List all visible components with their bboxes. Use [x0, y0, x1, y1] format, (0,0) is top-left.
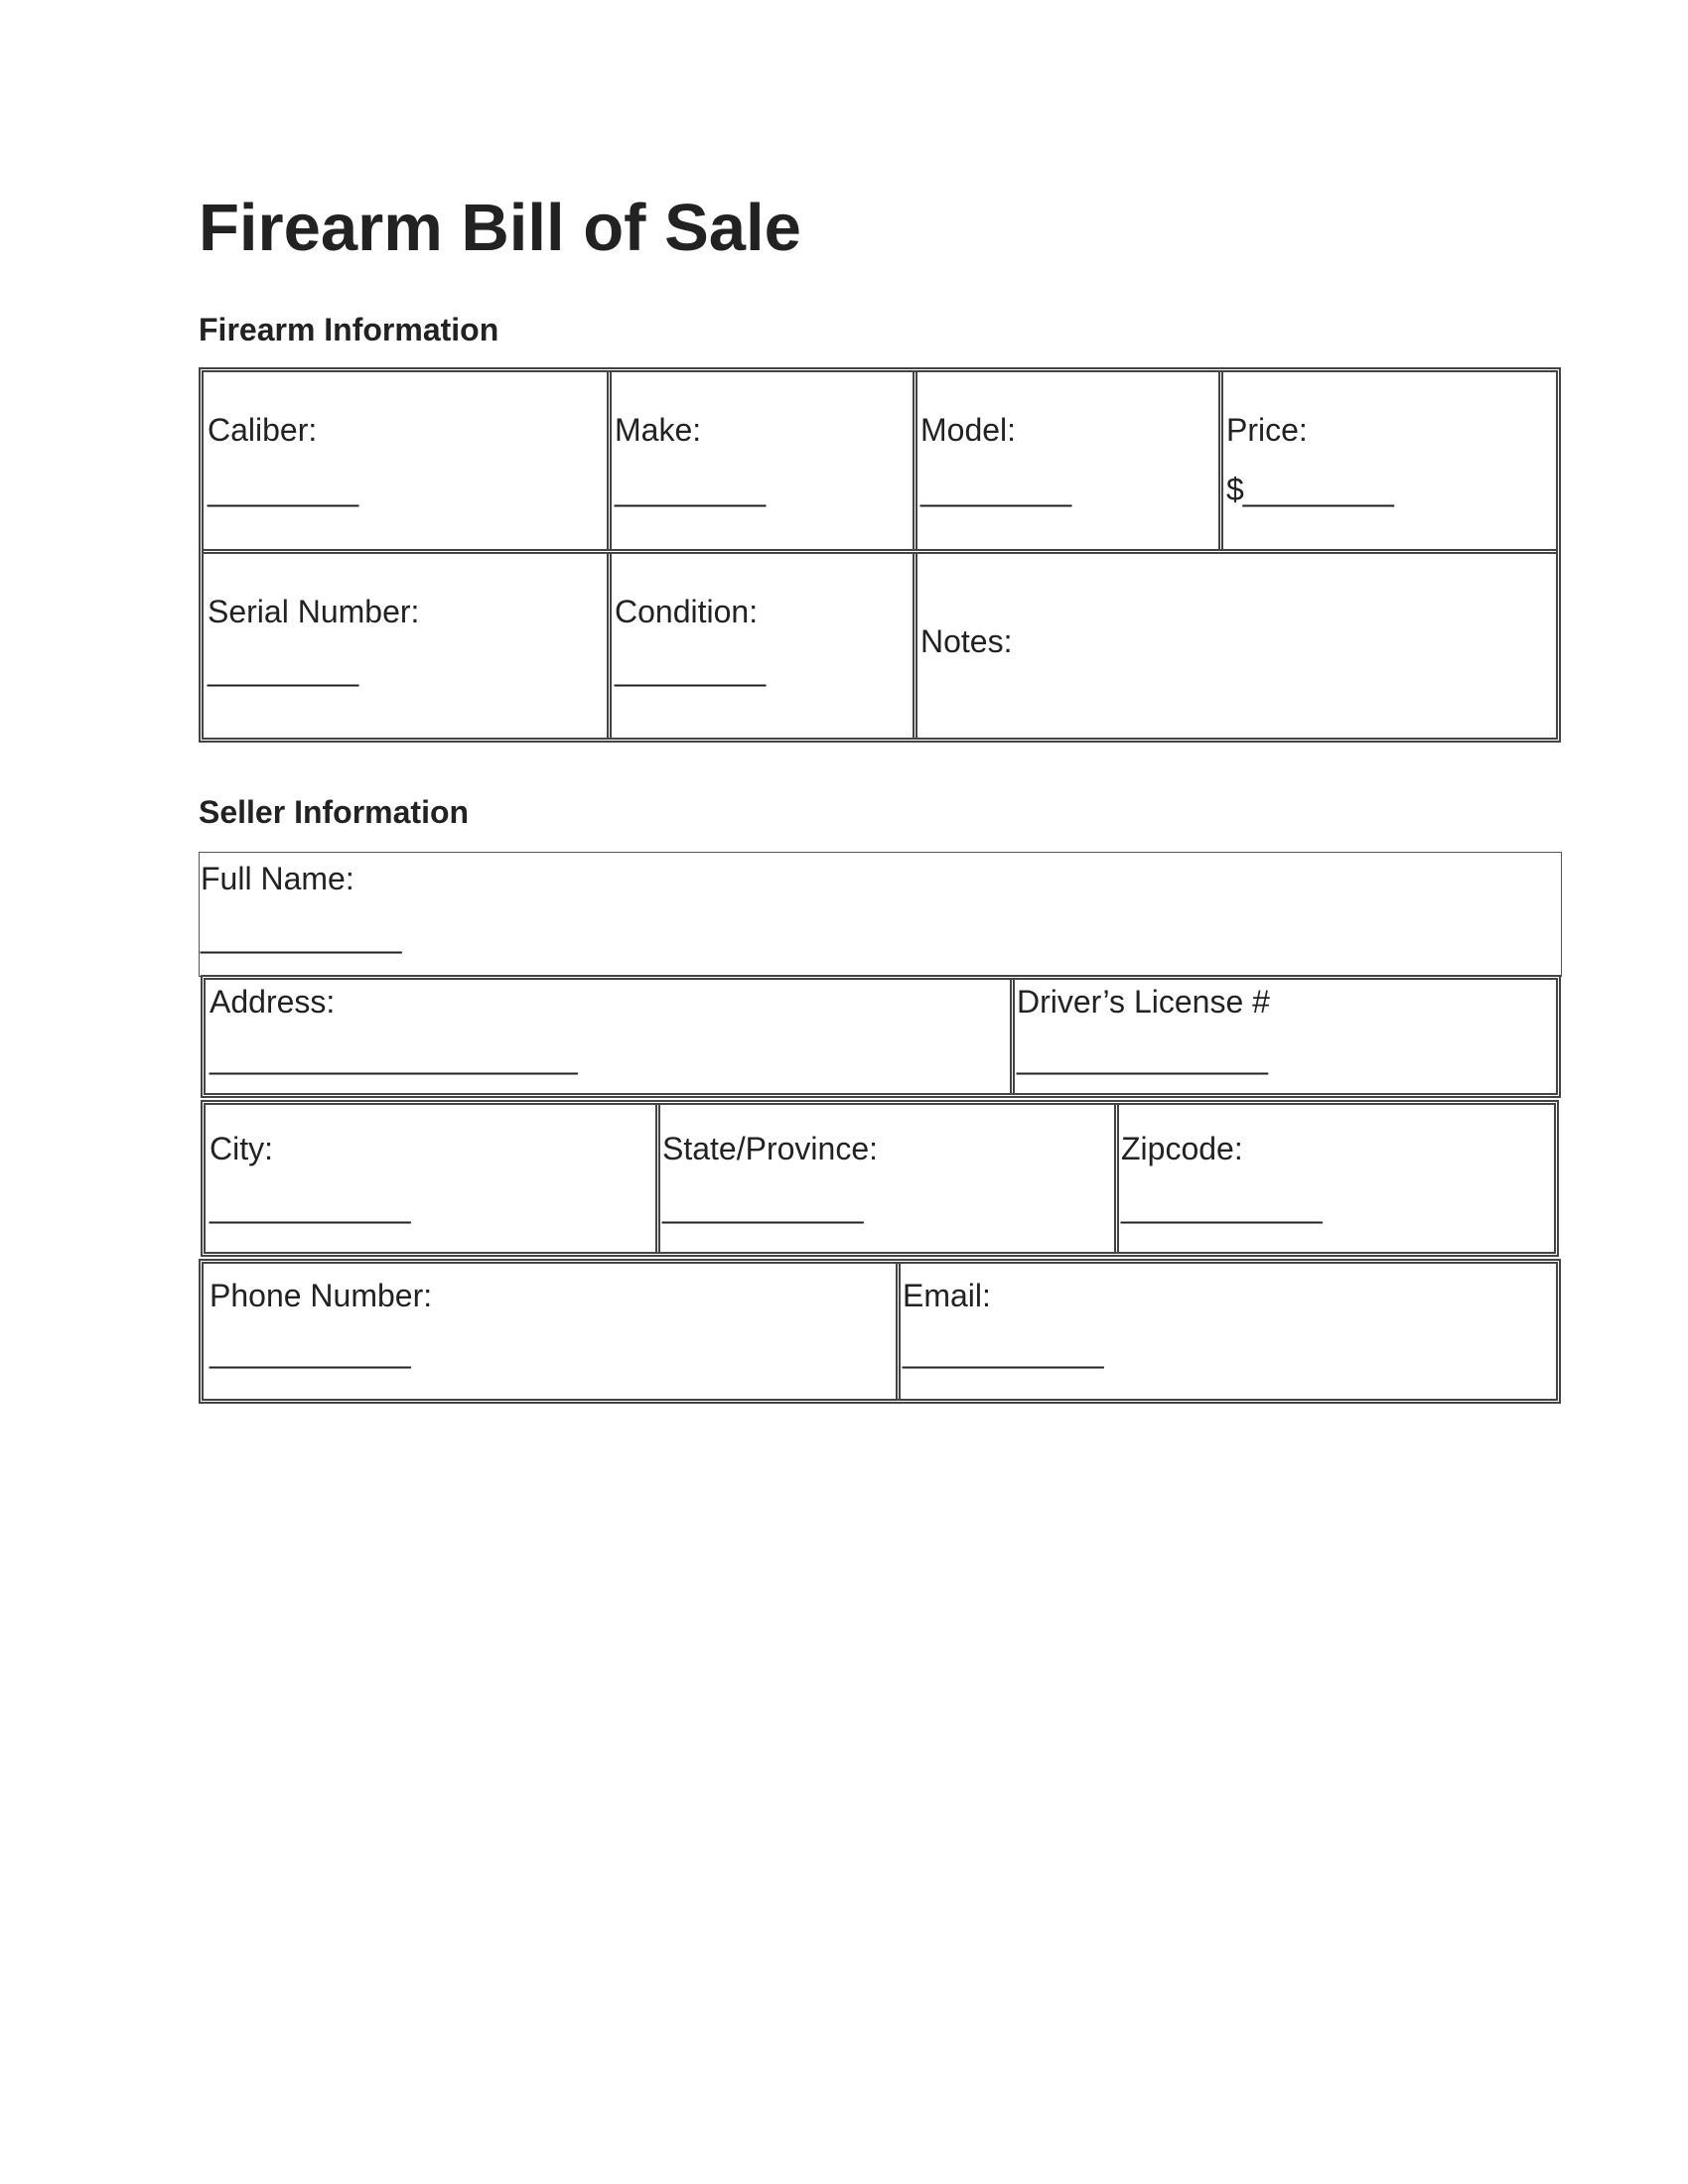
model-cell[interactable] — [913, 372, 1218, 549]
phone-number-label: Phone Number: — [210, 1278, 433, 1313]
city-label: City: — [210, 1131, 273, 1166]
city-blank[interactable]: ____________ — [210, 1188, 410, 1224]
drivers-license-label: Driver’s License # — [1017, 984, 1270, 1020]
serial-number-blank[interactable]: _________ — [208, 651, 358, 687]
zipcode-label: Zipcode: — [1121, 1131, 1243, 1166]
serial-number-cell[interactable] — [204, 554, 607, 738]
firearm-row-1 — [204, 372, 1556, 554]
city-cell[interactable] — [206, 1105, 655, 1252]
caliber-cell[interactable] — [204, 372, 607, 549]
address-row — [201, 975, 1561, 1098]
address-blank[interactable]: ______________________ — [210, 1039, 577, 1075]
drivers-license-cell[interactable] — [1010, 980, 1556, 1093]
caliber-label: Caliber: — [208, 412, 318, 448]
zipcode-cell[interactable] — [1114, 1105, 1554, 1252]
phone-row — [199, 1259, 1561, 1404]
notes-cell[interactable] — [913, 554, 1556, 738]
notes-label: Notes: — [920, 623, 1013, 659]
caliber-blank[interactable]: _________ — [208, 472, 358, 507]
firearm-row-2 — [204, 554, 1556, 738]
address-cell[interactable] — [206, 980, 1010, 1093]
make-cell[interactable] — [607, 372, 913, 549]
drivers-license-blank[interactable]: _______________ — [1017, 1039, 1267, 1075]
model-label: Model: — [920, 412, 1017, 448]
firearm-information-table — [199, 367, 1561, 743]
make-blank[interactable]: _________ — [615, 472, 766, 507]
email-label: Email: — [903, 1278, 991, 1313]
price-blank[interactable]: $_________ — [1226, 472, 1393, 507]
serial-number-label: Serial Number: — [208, 594, 420, 629]
address-label: Address: — [210, 984, 336, 1020]
make-label: Make: — [615, 412, 702, 448]
seller-information-heading: Seller Information — [199, 794, 470, 830]
price-label: Price: — [1226, 412, 1308, 448]
full-name-blank[interactable]: ____________ — [201, 918, 401, 954]
page-title: Firearm Bill of Sale — [199, 191, 801, 265]
phone-number-blank[interactable]: ____________ — [210, 1333, 410, 1369]
firearm-information-heading: Firearm Information — [199, 312, 499, 347]
phone-number-cell[interactable] — [204, 1264, 896, 1399]
state-province-blank[interactable]: ____________ — [662, 1188, 863, 1224]
condition-label: Condition: — [615, 594, 759, 629]
zipcode-blank[interactable]: ____________ — [1121, 1188, 1322, 1224]
model-blank[interactable]: _________ — [920, 472, 1071, 507]
full-name-label: Full Name: — [201, 861, 354, 896]
state-province-label: State/Province: — [662, 1131, 878, 1166]
email-cell[interactable] — [896, 1264, 1556, 1399]
city-row — [201, 1100, 1559, 1257]
condition-blank[interactable]: _________ — [615, 651, 766, 687]
condition-cell[interactable] — [607, 554, 913, 738]
state-province-cell[interactable] — [655, 1105, 1114, 1252]
email-blank[interactable]: ____________ — [903, 1333, 1103, 1369]
full-name-box[interactable] — [199, 852, 1562, 977]
price-cell[interactable] — [1218, 372, 1556, 549]
